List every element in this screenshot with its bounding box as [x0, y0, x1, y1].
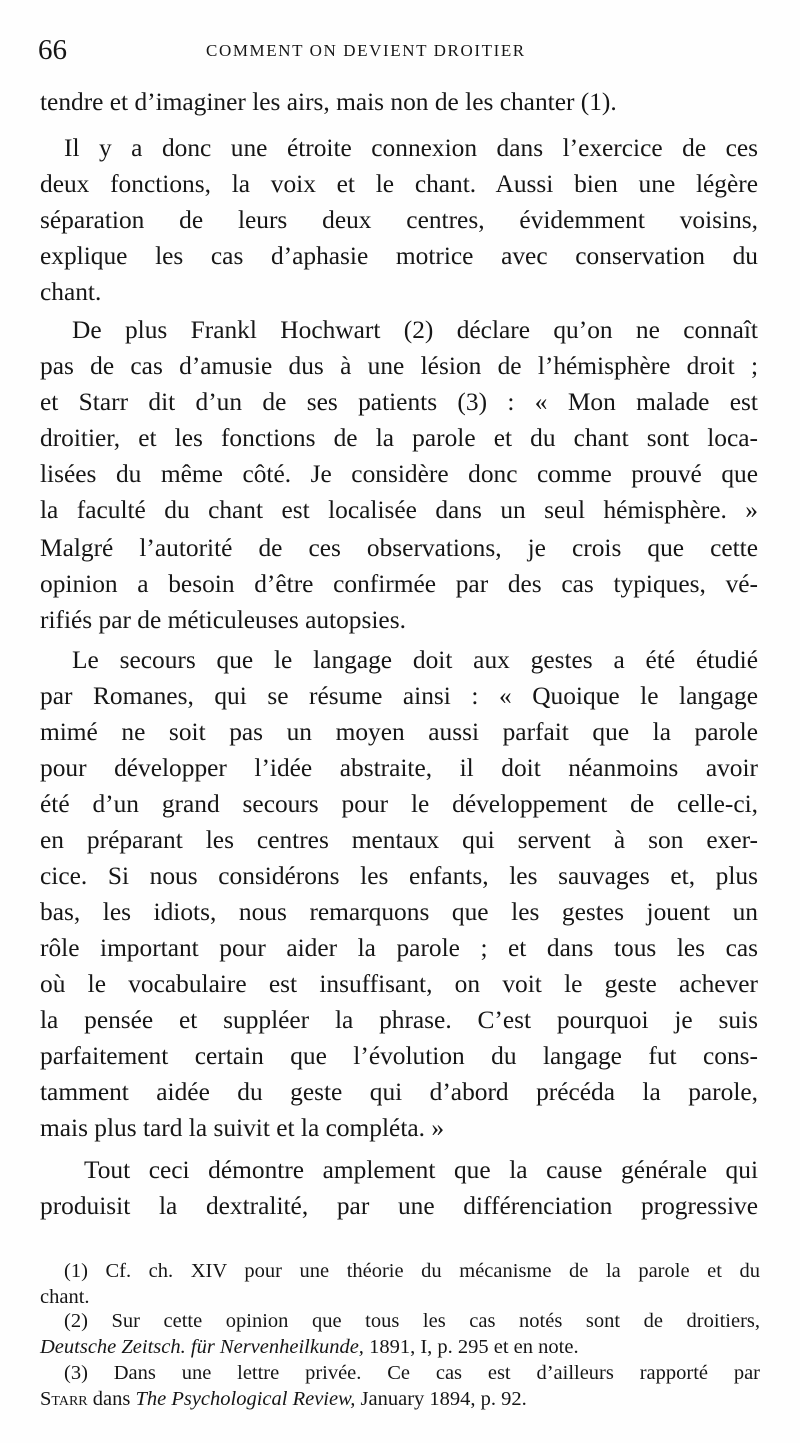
- text-line: parfaitement certain que l’évolution du langage fut cons-: [40, 1042, 758, 1070]
- text-line: la faculté du chant est localisée dans un seul hémisphère. »: [40, 496, 758, 524]
- journal-title: The Psychological Review,: [135, 1388, 356, 1410]
- page-number: 66: [38, 34, 67, 66]
- footnote-1-cont: chant.: [40, 1286, 90, 1308]
- text-line: par Romanes, qui se résume ainsi : « Quoique le langage: [40, 682, 758, 710]
- citation-details: 1891, I, p. 295 et en note.: [363, 1336, 579, 1358]
- text-line: bas, les idiots, nous remarquons que les gestes jouent un: [40, 898, 758, 926]
- running-title: COMMENT ON DEVIENT DROITIER: [206, 41, 526, 60]
- text-line: en préparant les centres mentaux qui servent à son exer-: [40, 826, 758, 854]
- author-name: Starr: [40, 1388, 88, 1410]
- text-line: et Starr dit d’un de ses patients (3) : « Mon malade est: [40, 388, 758, 416]
- text-line: produisit la dextralité, par une différenciation progressive: [40, 1192, 758, 1220]
- text-line: mais plus tard la suivit et la compléta. »: [40, 1114, 445, 1142]
- text-line: lisées du même côté. Je considère donc comme prouvé que: [40, 460, 758, 488]
- citation-details: January 1894, p. 92.: [355, 1388, 527, 1410]
- text-line: deux fonctions, la voix et le chant. Aussi bien une légère: [40, 170, 758, 198]
- text-line: Malgré l’autorité de ces observations, je crois que cette: [40, 534, 758, 562]
- text-line: tendre et d’imaginer les airs, mais non de les chanter (1).: [40, 88, 617, 116]
- text-line: Il y a donc une étroite connexion dans l’exercice de ces: [64, 134, 758, 162]
- text-line: séparation de leurs deux centres, évidemment voisins,: [40, 206, 758, 234]
- text-line: rifiés par de méticuleuses autopsies.: [40, 606, 406, 634]
- text-line: chant.: [40, 278, 102, 306]
- text-line: pas de cas d’amusie dus à une lésion de l’hémisphère droit ;: [40, 352, 758, 380]
- footnote-2: (2) Sur cette opinion que tous les cas notés sont de droitiers,: [64, 1310, 760, 1332]
- footnote-1: (1) Cf. ch. XIV pour une théorie du mécanisme de la parole et du: [64, 1260, 760, 1282]
- text-line: mimé ne soit pas un moyen aussi parfait que la parole: [40, 718, 758, 746]
- connector-text: dans: [87, 1388, 136, 1410]
- footnote-3: (3) Dans une lettre privée. Ce cas est d’ailleurs rapporté par: [64, 1362, 760, 1384]
- footnote-2-cont: [40, 1334, 760, 1360]
- page-header: [36, 30, 766, 70]
- text-line: rôle important pour aider la parole ; et dans tous les cas: [40, 934, 758, 962]
- text-line: où le vocabulaire est insuffisant, on voit le geste achever: [40, 970, 758, 998]
- footnote-3-cont: [40, 1386, 760, 1412]
- text-line: Le secours que le langage doit aux gestes a été étudié: [72, 646, 758, 674]
- text-line: pour développer l’idée abstraite, il doit néanmoins avoir: [40, 754, 758, 782]
- text-line: explique les cas d’aphasie motrice avec conservation du: [40, 242, 758, 270]
- text-line: De plus Frankl Hochwart (2) déclare qu’on ne connaît: [72, 316, 758, 344]
- journal-title: Deutsche Zeitsch. für Nervenheilkunde,: [40, 1336, 364, 1358]
- text-line: cice. Si nous considérons les enfants, les sauvages et, plus: [40, 862, 758, 890]
- text-line: la pensée et suppléer la phrase. C’est pourquoi je suis: [40, 1006, 758, 1034]
- text-line: droitier, et les fonctions de la parole et du chant sont loca-: [40, 424, 758, 452]
- text-line: Tout ceci démontre amplement que la cause générale qui: [84, 1156, 758, 1184]
- text-line: opinion a besoin d’être confirmée par des cas typiques, vé-: [40, 570, 758, 598]
- text-line: été d’un grand secours pour le développement de celle-ci,: [40, 790, 758, 818]
- text-line: tamment aidée du geste qui d’abord précéda la parole,: [40, 1078, 758, 1106]
